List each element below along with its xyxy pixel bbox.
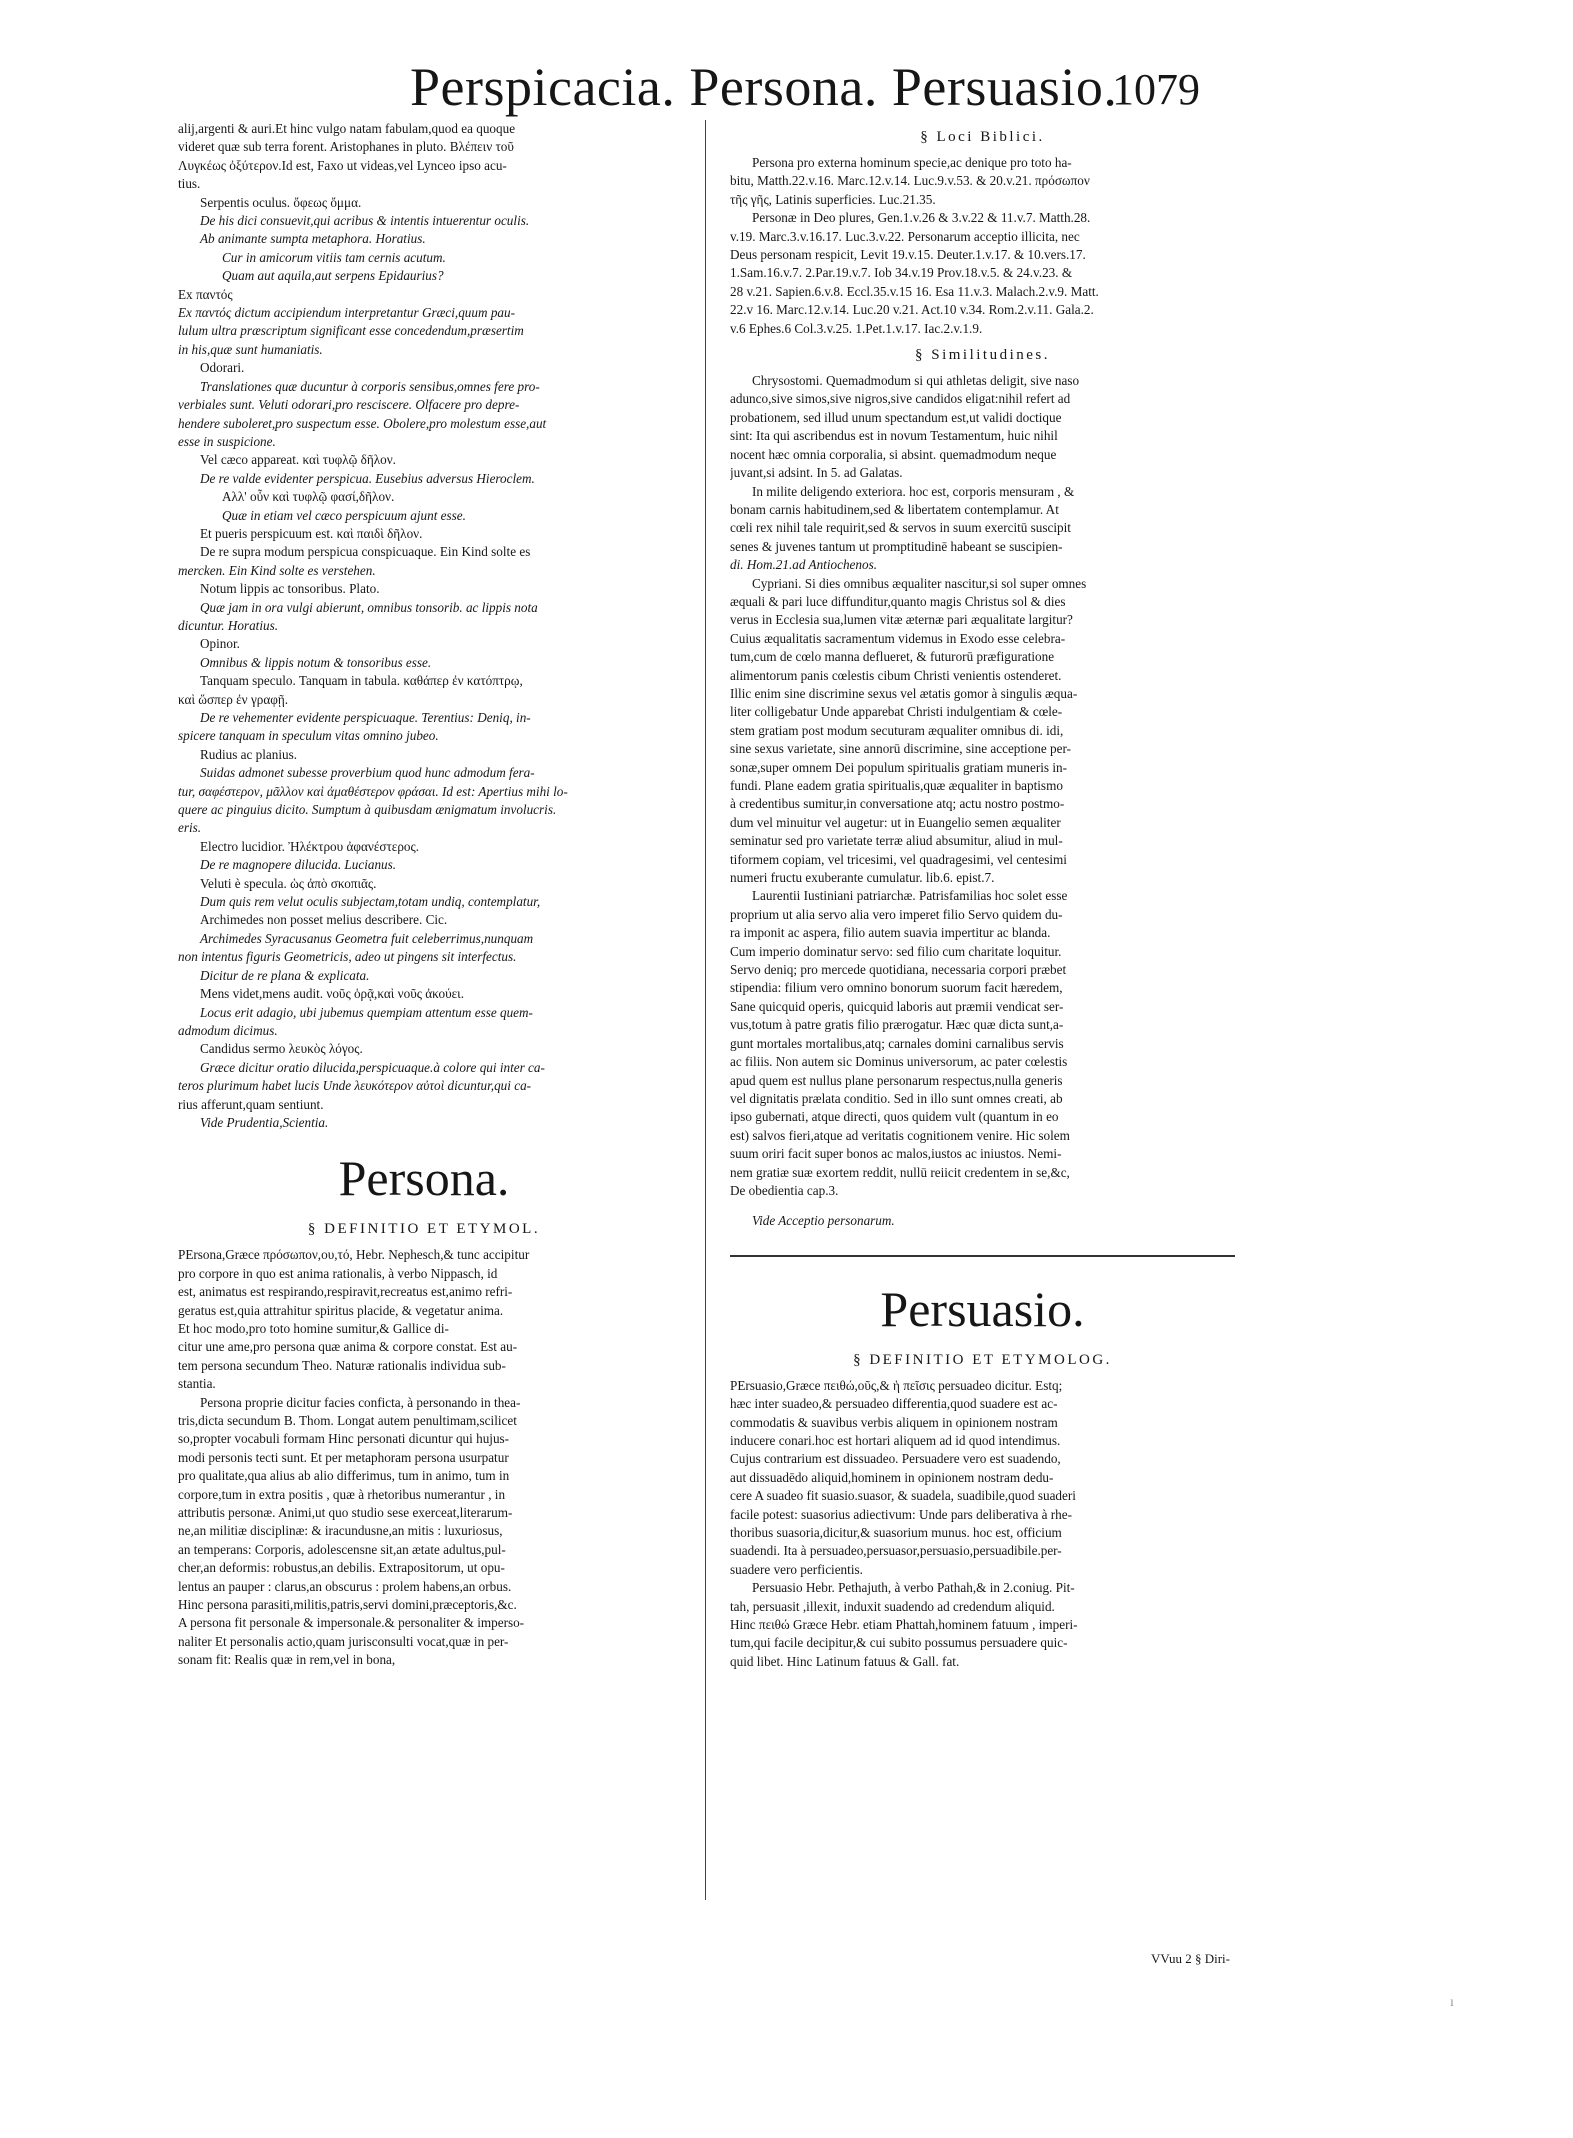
text-line: Serpentis oculus. ὄφεως ὄμμα. [200,194,362,210]
text-line: 22.v 16. Marc.12.v.14. Luc.20 v.21. Act.10 v.34. Rom.2.v.11. Gala.2. [730,302,1094,318]
text-line: an temperans: Corporis, adolescensne sit,an ætate adultus,pul- [178,1541,506,1557]
text-line: Odorari. [200,360,245,376]
text-line: Tanquam speculo. Tanquam in tabula. καθάπερ ἐν κατόπτρῳ, [200,673,523,689]
text-line: apud quem est nullus plane personarum respectus,nulla generis [730,1072,1063,1088]
text-line: Αλλ' οὖν καὶ τυφλῷ φασί,δῆλον. [222,489,395,505]
edge-mark: ı [1450,1995,1454,2010]
text-line: probationem, sed illud unum spectandum est,ut validi doctique [730,409,1062,425]
text-line: Archimedes Syracusanus Geometra fuit celeberrimus,nunquam [200,930,534,946]
text-line: Archimedes non posset melius describere. Cic. [200,912,448,928]
text-line: facile potest: suasorius adiectivum: Unde pars deliberativa à rhe- [730,1506,1073,1522]
text-line: Deus personam respicit, Levit 19.v.15. Deuter.1.v.17. & 10.vers.17. [730,247,1086,263]
text-line: De obedientia cap.3. [730,1182,839,1198]
text-line: quid libet. Hinc Latinum fatuus & Gall. fat. [730,1653,960,1669]
text-line: est) salvos fieri,atque ad veritatis cognitionem venire. Hic solem [730,1127,1070,1143]
text-line: Opinor. [200,636,240,652]
text-line: PErsona,Græce πρόσωπον,ου,τό, Hebr. Nephesch,& tunc accipitur [178,1247,530,1263]
text-line: Veluti è specula. ὡς ἀπὸ σκοπιᾶς. [200,875,377,891]
text-line: cher,an deformis: robustus,an debilis. Extrapositorum, ut opu- [178,1560,505,1576]
right-column [730,120,1235,1960]
text-line: videret quæ sub terra forent. Aristophanes in pluto. Βλέπειν τοῦ [178,139,514,155]
text-line: Vel cæco appareat. καὶ τυφλῷ δῆλον. [200,452,396,468]
text-line: in his,quæ sunt humaniatis. [178,341,323,357]
text-line: aut dissuadēdo aliquid,hominem in opinionem nostram dedu- [730,1469,1054,1485]
text-line: adunco,sive simos,sive nigros,sive candidos eligat:nihil refert ad [730,391,1071,407]
text-line: esse in suspicione. [178,433,276,449]
text-line: ipso gubernati, atque directi, quos quidem vult (quantum in eo [730,1109,1059,1125]
text-line: ac filiis. Non autem sic Dominus universorum, ac pater cœlestis [730,1054,1068,1070]
text-line: Electro lucidior. Ἠλέκτρου ἀφανέστερος. [200,838,420,854]
text-line: suadendi. Ita à persuadeo,persuasor,persuasio,persuadibile.per- [730,1543,1062,1559]
text-line: æquali & pari luce diffunditur,quanto magis Christus sol & dies [730,593,1066,609]
text-line: Quæ in etiam vel cæco perspicuum ajunt esse. [222,507,466,523]
text-line: tem persona secundum Theo. Naturæ rationalis individua sub- [178,1357,506,1373]
text-line: tris,dicta secundum B. Thom. Longat autem penultimam,scilicet [178,1413,517,1428]
text-line: teros plurimum habet lucis Unde λευκότερον αὐτοὶ dicuntur,qui ca- [178,1078,532,1094]
text-line: sint: Ita qui ascribendus est in novum Testamentum, huic nihil [730,428,1058,444]
text-line: non intentus figuris Geometricis, adeo ut pingens sit interfectus. [178,949,517,965]
text-line: Cypriani. Si dies omnibus æqualiter nascitur,si sol super omnes [752,575,1087,591]
text-line: vus,totum à patre gratis filio prærogatur. Hæc quæ dicta sunt,a- [730,1017,1064,1033]
text-line: ne,an militiæ disciplinæ: & iracundusne,an mitis : luxuriosus, [178,1523,503,1539]
text-line: 1.Sam.16.v.7. 2.Par.19.v.7. Iob 34.v.19 Prov.18.v.5. & 24.v.23. & [730,265,1073,281]
text-line: Hinc persona parasiti,militis,patris,servi domini,præceptoris,&c. [178,1597,517,1613]
perspicacia-entry-text [178,120,670,1132]
text-line: De re valde evidenter perspicua. Eusebius adversus Hieroclem. [200,470,535,486]
text-line: ra imponit ac aspera, filio autem suavia impertitur ac blanda. [730,925,1051,941]
text-line: In milite deligendo exteriora. hoc est, corporis mensuram , & [752,483,1075,499]
persuasio-definition-text [730,1377,1235,1672]
running-head: Perspicacia. Persona. Persuasio. [410,57,1118,117]
text-line: Dum quis rem velut oculis subjectam,totam undiq, contemplatur, [200,894,541,910]
text-line: hæc inter suadeo,& persuadeo differentia,quod suadere est ac- [730,1396,1058,1412]
text-line: Personæ in Deo plures, Gen.1.v.26 & 3.v.22 & 11.v.7. Matth.28. [752,210,1091,226]
text-line: numeri fructu exuberante cumulatur. lib.6. epist.7. [730,870,995,886]
similitudines-rubric: § Similitudines. [914,347,1050,364]
text-line: De re vehementer evidente perspicuaque. Terentius: Deniq, in- [200,710,531,725]
text-line: quere ac pinguius dicito. Sumptum à quibusdam ænigmatum involucris. [178,802,557,818]
loci-biblici-text [730,154,1235,338]
text-line: sonæ,super omnem Dei populum spiritualis gratiam muneris in- [730,759,1067,775]
text-line: est, animatus est respirando,respiravit,recreatus est,animo refri- [178,1284,513,1300]
text-line: suum oriri facit super bonos ac malos,iustos ac iniustos. Nemi- [730,1146,1062,1162]
text-line: Quam aut aquila,aut serpens Epidaurius? [222,268,444,284]
text-line: thoribus suasoria,dicitur,& suasorium munus. hoc est, officium [730,1525,1062,1540]
left-column [178,120,670,1940]
text-line: fundi. Plane eadem gratia spiritualis,quæ æqualiter in baptismo [730,778,1063,793]
text-line: cœli rex nihil tale requirit,sed & servos in suum exercitū suscipit [730,520,1071,536]
text-line: Cum imperio dominatur servo: sed filio cum charitate loquitur. [730,943,1062,959]
text-line: corpore,tum in extra positis , quæ à rhetoribus numerantur , in [178,1486,506,1502]
text-line: Persona proprie dicitur facies conficta, à personando in thea- [200,1394,521,1410]
text-line: verus in Ecclesia sua,lumen vitæ æternæ pari æqualitate largitur? [730,612,1073,628]
text-line: Sane quicquid operis, quicquid laboris aut præmii vendicat ser- [730,998,1064,1014]
text-line: Cur in amicorum vitiis tam cernis acutum. [222,249,446,265]
text-line: Chrysostomi. Quemadmodum si qui athletas deligit, sive naso [752,373,1080,389]
text-line: alij,argenti & auri.Et hinc vulgo natam fabulam,quod ea quoque [178,121,516,136]
text-line: di. Hom.21.ad Antiochenos. [730,557,878,573]
text-line: Rudius ac planius. [200,746,298,762]
text-line: Ab animante sumpta metaphora. Horatius. [200,231,426,247]
section-rule [730,1255,1235,1257]
text-line: gunt mortales mortalibus,atq; carnales domini carnalibus servis [730,1035,1064,1051]
text-line: mercken. Ein Kind solte es verstehen. [178,562,376,578]
text-line: suadere vero perficientis. [730,1561,863,1577]
text-line: Græce dicitur oratio dilucida,perspicuaque.à colore qui inter ca- [200,1059,545,1075]
text-line: Dicitur de re plana & explicata. [200,967,370,983]
text-line: alimentorum panis cœlestis cibum Christi venientis ostenderet. [730,667,1062,683]
text-line: stem gratiam post modum secuturam æqualiter omnibus di. idi, [730,722,1064,738]
column-divider [705,120,706,1900]
page-number: 1079 [1112,65,1200,114]
text-line: sine sexus varietate, sine annorū discrimine, sine acceptione per- [730,741,1072,757]
text-line: Omnibus & lippis notum & tonsoribus esse. [200,654,432,670]
text-line: citur une ame,pro persona quæ anima & corpore constat. Est au- [178,1339,518,1355]
text-line: Notum lippis ac tonsoribus. Plato. [200,581,380,597]
persona-rubric: § DEFINITIO ET ETYMOL. [307,1221,541,1238]
vide-acceptio-line: Vide Acceptio personarum. [752,1213,895,1229]
text-line: De re supra modum perspicua conspicuaque. Ein Kind solte es [200,544,531,560]
text-line: naliter Et personalis actio,quam jurisconsulti vocat,quæ in per- [178,1633,509,1649]
loci-biblici-rubric: § Loci Biblici. [920,129,1045,145]
text-line: pro qualitate,qua alius ab alio differimus, tum in animo, tum in [178,1468,510,1484]
text-line: tius. [178,176,201,192]
text-line: admodum dicimus. [178,1022,278,1038]
text-line: juvant,si adsint. In 5. ad Galatas. [730,465,903,481]
text-line: Servo deniq; pro mercede quotidiana, necessaria corpori præbet [730,962,1067,978]
text-line: v.19. Marc.3.v.16.17. Luc.3.v.22. Personarum acceptio illicita, nec [730,228,1080,244]
text-line: tiformem copiam, vel tricesimi, vel quadragesimi, vel centesimi [730,851,1067,867]
text-line: commodatis & suavibus verbis aliquem in opinionem nostram [730,1414,1058,1430]
text-line: Ex παντός [178,286,233,302]
text-line: Illic enim sine discrimine sexus vel ætatis gomor à singulis æqua- [730,685,1078,701]
text-line: modi personis tecti sunt. Et per metaphoram persona usurpatur [178,1449,509,1465]
text-line: liter colligebatur Unde apparebat Christi indulgentiam & cœle- [730,704,1063,720]
text-line: sonam fit: Realis quæ in rem,vel in bona, [178,1652,396,1668]
text-line: so,propter vocabuli formam Hinc personati dicuntur qui hujus- [178,1431,510,1447]
text-line: nocent hæc omnia corporalia, si absint. quemadmodum neque [730,446,1057,462]
persona-definition-text [178,1246,670,1669]
text-line: vel dignitatis prælata conditio. Sed in illo sunt omnes creati, ab [730,1090,1063,1106]
text-line: Persona pro externa hominum specie,ac denique pro toto ha- [752,155,1072,170]
text-line: καὶ ὥσπερ ἐν γραφῇ. [178,691,289,707]
text-line: Cujus contrarium est dissuadeo. Persuadere vero est suadendo, [730,1451,1061,1467]
text-line: seminatur sed pro varietate terræ aliud absumitur, aliud in mul- [730,833,1063,849]
text-line: rius afferunt,quam sentiunt. [178,1096,324,1112]
text-line: eris. [178,820,202,836]
text-line: stipendia: filium vero omnino bonorum suorum facit hæredem, [730,980,1063,996]
text-line: tum,cum de cœlo manna deflueret, & futurorū præfiguratione [730,649,1055,665]
text-line: Mens videt,mens audit. νοῦς ὁρᾷ,καὶ νοῦς ἀκούει. [200,986,465,1002]
text-line: 28 v.21. Sapien.6.v.8. Eccl.35.v.15 16. Esa 11.v.3. Malach.2.v.9. Matt. [730,283,1099,299]
text-line: Translationes quæ ducuntur à corporis sensibus,omnes fere pro- [200,378,540,394]
text-line: dum vel minuitur vel augetur: ut in Euangelio semen æqualiter [730,814,1061,830]
text-line: tum,qui facile decipitur,& cui subito possumus persuadere quic- [730,1635,1068,1651]
text-line: Ex παντός dictum accipiendum interpretantur Græci,quum pau- [178,305,515,321]
text-line: à credentibus sumitur,in conversatione atq; actu nostro postmo- [730,796,1065,812]
text-line: nem gratiæ suæ exortem reddit, nullū reiicit credentem in se,&c, [730,1164,1070,1180]
text-line: Locus erit adagio, ubi jubemus quempiam attentum esse quem- [200,1004,533,1020]
text-line: geratus est,quia attrahitur spiritus placide, & vegetatur anima. [178,1302,504,1318]
text-line: Et pueris perspicuum est. καὶ παιδὶ δῆλον. [200,525,423,541]
text-line: spicere tanquam in speculum vitas omnino jubeo. [178,728,439,744]
text-line: Quæ jam in ora vulgi abierunt, omnibus tonsorib. ac lippis nota [200,599,538,615]
text-line: Vide Prudentia,Scientia. [200,1114,329,1130]
text-line: PErsuasio,Græce πειθώ,οῦς,& ἡ πεῖσις persuadeo dicitur. Estq; [730,1377,1063,1393]
text-line: tah, persuasit ,illexit, induxit suadendo ad credendum aliquid. [730,1598,1055,1614]
text-line: v.6 Ephes.6 Col.3.v.25. 1.Pet.1.v.17. Iac.2.v.1.9. [730,320,983,336]
text-line: verbiales sunt. Veluti odorari,pro resciscere. Olfacere pro depre- [178,397,520,413]
text-line: senes & juvenes tantum ut promptitudinē habeant se suscipien- [730,538,1063,554]
text-line: De re magnopere dilucida. Lucianus. [200,857,397,873]
text-line: Cuius æqualitatis sacramentum videmus in Exodo esse celebra- [730,630,1066,646]
persuasio-rubric: § DEFINITIO ET ETYMOLOG. [853,1351,1112,1368]
text-line: dicuntur. Horatius. [178,617,279,633]
text-line: hendere suboleret,pro suspectum esse. Obolere,pro molestum esse,aut [178,415,547,431]
text-line: cere A suadeo fit suasio.suasor, & suadela, suadibile,quod suaderi [730,1488,1076,1504]
text-line: bitu, Matth.22.v.16. Marc.12.v.14. Luc.9.v.53. & 20.v.21. πρόσωπον [730,173,1090,189]
text-line: τῆς γῆς, Latinis superficies. Luc.21.35. [730,191,936,207]
text-line: Hinc πειθώ Græce Hebr. etiam Phattah,hominem fatuum , imperi- [730,1617,1078,1633]
text-line: lulum ultra præscriptum significant esse concedendum,præsertim [178,323,524,339]
text-line: tur, σαφέστερον, μᾶλλον καὶ ἀμαθέστερον φράσαι. Id est: Apertius mihi lo- [178,783,568,799]
text-line: De his dici consuevit,qui acribus & intentis intuerentur oculis. [200,213,530,229]
text-line: Et hoc modo,pro toto homine sumitur,& Gallice di- [178,1320,449,1336]
text-line: bonam carnis habitudinem,sed & libertatem contemplamur. At [730,501,1059,517]
similitudines-text [730,372,1235,1200]
section-title-persona: Persona. [338,1150,510,1207]
text-line: Candidus sermo λευκὸς λόγος. [200,1041,363,1057]
text-line: A persona fit personale & impersonale.& personaliter & imperso- [178,1615,525,1631]
text-line: lentus an pauper : clarus,an obscurus : prolem habens,an orbus. [178,1578,512,1594]
text-line: attributis personæ. Animi,ut quo studio sese exerceat,literarum- [178,1505,513,1521]
text-line: stantia. [178,1376,216,1392]
text-line: inducere conari.hoc est hortari aliquem ad id quod intendimus. [730,1432,1061,1448]
section-title-persuasio: Persuasio. [880,1280,1085,1337]
text-line: proprium ut alia servo alia vero imperet filio Servo quidem du- [730,906,1063,922]
text-line: Λυγκέως ὀξύτερον.Id est, Faxo ut videas,vel Lynceo ipso acu- [178,157,507,173]
text-line: Laurentii Iustiniani patriarchæ. Patrisfamilias hoc solet esse [752,888,1068,904]
text-line: pro corpore in quo est anima rationalis, à verbo Nippasch, id [178,1265,498,1281]
catchwords: VVuu 2 § Diri- [1150,1951,1230,1966]
text-line: Suidas admonet subesse proverbium quod hunc admodum fera- [200,765,535,781]
text-line: Persuasio Hebr. Pethajuth, à verbo Pathah,& in 2.coniug. Pit- [752,1580,1075,1596]
